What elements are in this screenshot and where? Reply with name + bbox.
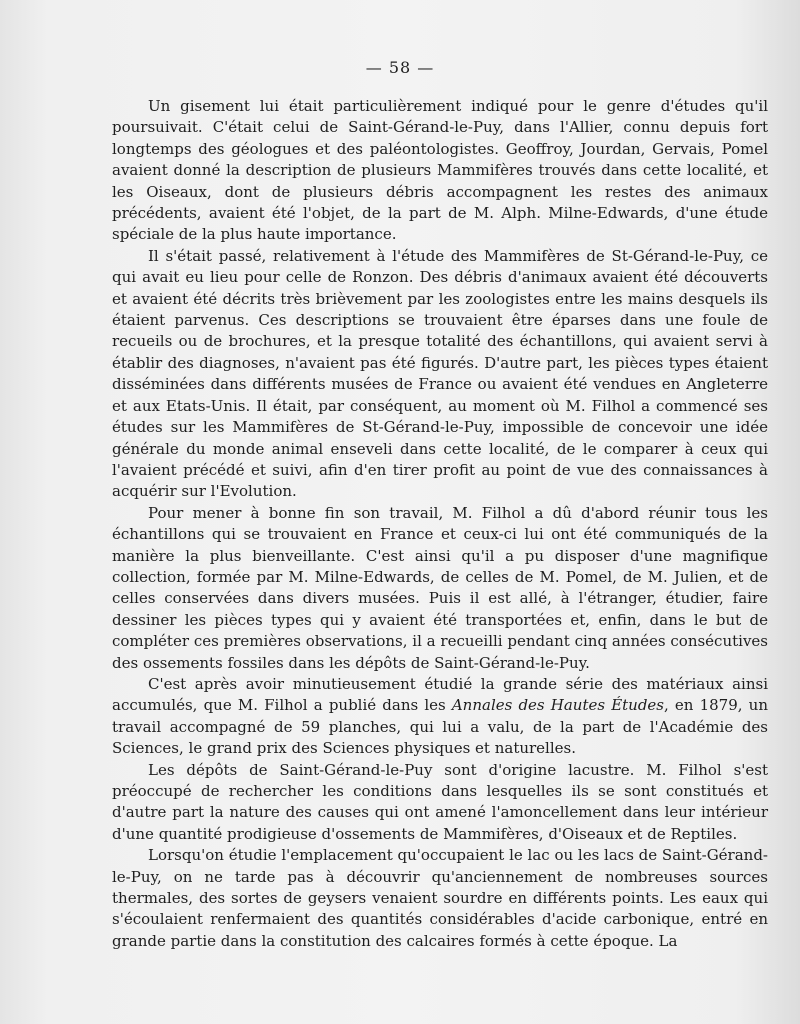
paragraph-3: Pour mener à bonne fin son travail, M. Filhol a dû d'abord réunir tous les échantillons qui se trouvaient en France et ceux-ci lui ont été communiqués de la manière la plus bienveillante. C'est ainsi qu'il a pu disposer d'une magnifique collection, formée par M. Milne-Edwards, de celles de M. Pomel, de M. Julien, et de celles conservées dans divers musées. Puis il est allé, à l'étranger, étudier, faire dessiner les pièces types qui y avaient été transportées et, enfin, dans le but de compléter ces premières observations, il a recueilli pendant cinq années consécutives des ossements fossiles dans les dépôts de Saint-Gérand-le-Puy.	[112, 503, 768, 672]
paragraph-2: Il s'était passé, relativement à l'étude des Mammifères de St-Gérand-le-Puy, ce qui avait eu lieu pour celle de Ronzon. Des débris d'animaux avaient été découverts et avaient été décrits très brièvement par les zoologistes entre les mains desquels ils étaient parvenus. Ces descriptions se trouvaient être éparses dans une foule de recueils ou de brochures, et la presque totalité des échantillons, qui avaient servi à établir des diagnoses, n'avaient pas été figurés. D'autre part, les pièces types étaient disséminées dans différents musées de France ou avaient été vendues en Angleterre et aux Etats-Unis. Il était, par conséquent, au moment où M. Filhol a commencé ses études sur les Mammifères de St-Gérand-le-Puy, impossible de concevoir une idée générale du monde animal enseveli dans cette localité, de le comparer à ceux qui l'avaient précédé et suivi, afin d'en tirer profit au point de vue des connaissances à acquérir sur l'Evolution.	[112, 246, 768, 501]
journal-title: Annales des Hautes Études	[451, 696, 665, 715]
paragraph-4	[112, 674, 768, 760]
paragraph-6: Lorsqu'on étudie l'emplacement qu'occupaient le lac ou les lacs de Saint-Gérand-le-Puy, on ne tarde pas à découvrir qu'anciennement de nombreuses sources thermales, des sortes de geysers venaient sourdre en différents points. Les eaux qui s'écoulaient renfermaient des quantités considérables d'acide carbonique, entré en grande partie dans la constitution des calcaires formés à cette époque. La	[112, 846, 768, 950]
paragraph-4-before: C'est après avoir minutieusement étudié la grande série des matériaux ainsi accumulés, que M. Filhol a publié dans les	[112, 674, 768, 715]
paragraph-5: Les dépôts de Saint-Gérand-le-Puy sont d'origine lacustre. M. Filhol s'est préoccupé de rechercher les conditions dans lesquelles ils se sont constitués et d'autre part la nature des causes qui ont amené l'amoncellement dans leur intérieur d'une quantité prodigieuse d'ossements de Mammifères, d'Oiseaux et de Reptiles.	[112, 760, 768, 843]
paragraph-1: Un gisement lui était particulièrement indiqué pour le genre d'études qu'il poursuivait. C'était celui de Saint-Gérand-le-Puy, dans l'Allier, connu depuis fort longtemps des géologues et des paléontologistes. Geoffroy, Jourdan, Gervais, Pomel avaient donné la description de plusieurs Mammifères trouvés dans cette localité, et les Oiseaux, dont de plusieurs débris accompagnent les restes des animaux précédents, avaient été l'objet, de la part de M. Alph. Milne-Edwards, d'une étude spéciale de la plus haute importance.	[112, 97, 768, 244]
paragraph-4-after: , en 1879, un travail accompagné de 59 planches, qui lui a valu, de la part de l'Académie des Sciences, le grand prix des Sciences physiques et naturelles.	[112, 696, 768, 758]
page-number: — 58 —	[365, 58, 435, 77]
body-text	[112, 96, 768, 952]
